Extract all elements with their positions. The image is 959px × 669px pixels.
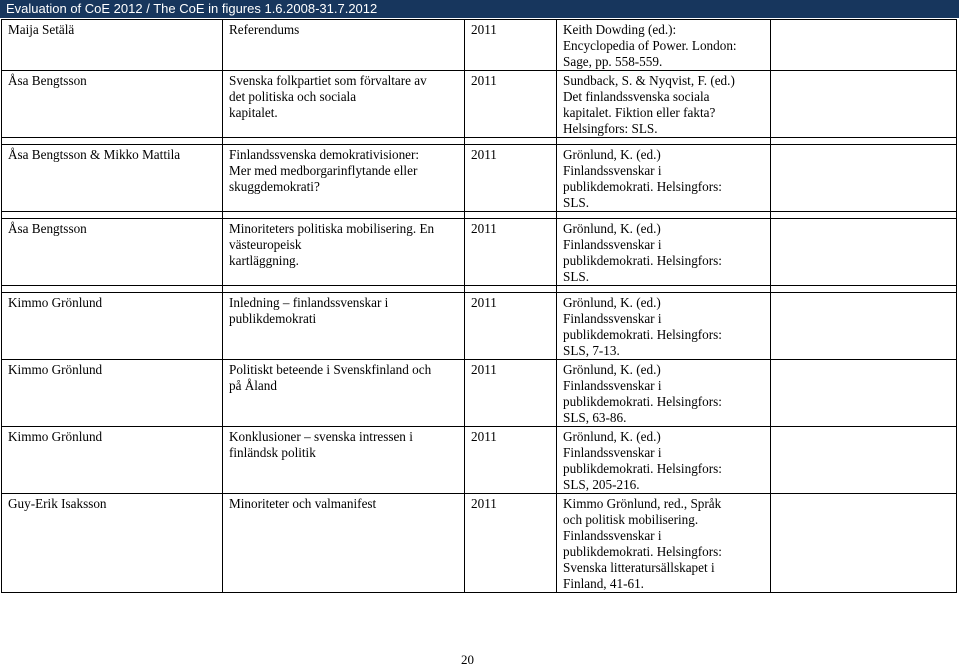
title-line: Svenska folkpartiet som förvaltare av bbox=[229, 73, 427, 88]
source-line: Sage, pp. 558-559. bbox=[563, 54, 663, 69]
title-line: Politiskt beteende i Svenskfinland och bbox=[229, 362, 432, 377]
empty-cell bbox=[771, 20, 957, 71]
title-cell bbox=[223, 20, 465, 71]
empty-cell bbox=[771, 494, 957, 593]
author-cell bbox=[2, 20, 223, 71]
document-header-title: Evaluation of CoE 2012 / The CoE in figures 1.6.2008-31.7.2012 bbox=[6, 1, 378, 16]
title-line: västeuropeisk bbox=[229, 237, 302, 252]
source-cell bbox=[557, 145, 771, 212]
year-cell bbox=[465, 360, 557, 427]
year-text: 2011 bbox=[471, 362, 497, 377]
table-row bbox=[2, 20, 957, 71]
author-cell bbox=[2, 494, 223, 593]
title-line: Finlandssvenska demokrativisioner: bbox=[229, 147, 420, 162]
title-text: Referendums bbox=[229, 22, 300, 37]
author-text: Kimmo Grönlund bbox=[8, 362, 103, 377]
author-text: Guy-Erik Isaksson bbox=[8, 496, 107, 511]
source-line: SLS, 63-86. bbox=[563, 410, 627, 425]
source-line: Grönlund, K. (ed.) bbox=[563, 429, 661, 444]
title-line: Konklusioner – svenska intressen i bbox=[229, 429, 413, 444]
title-cell bbox=[223, 71, 465, 138]
year-cell bbox=[465, 219, 557, 286]
title-line: publikdemokrati bbox=[229, 311, 317, 326]
source-cell bbox=[557, 360, 771, 427]
source-line: Sundback, S. & Nyqvist, F. (ed.) bbox=[563, 73, 735, 88]
source-line: publikdemokrati. Helsingfors: bbox=[563, 394, 722, 409]
year-text: 2011 bbox=[471, 22, 497, 37]
author-text: Maija Setälä bbox=[8, 22, 75, 37]
table-row bbox=[2, 219, 957, 286]
title-line: på Åland bbox=[229, 378, 277, 393]
title-line: Mer med medborgarinflytande eller bbox=[229, 163, 418, 178]
source-line: publikdemokrati. Helsingfors: bbox=[563, 461, 722, 476]
author-cell bbox=[2, 219, 223, 286]
year-text: 2011 bbox=[471, 295, 497, 310]
title-text: Minoriteter och valmanifest bbox=[229, 496, 377, 511]
source-line: Det finlandssvenska sociala bbox=[563, 89, 710, 104]
source-line: publikdemokrati. Helsingfors: bbox=[563, 179, 722, 194]
year-text: 2011 bbox=[471, 147, 497, 162]
year-text: 2011 bbox=[471, 496, 497, 511]
empty-cell bbox=[771, 145, 957, 212]
spacer-row bbox=[2, 212, 957, 219]
source-line: Finlandssvenskar i bbox=[563, 163, 662, 178]
table-row bbox=[2, 145, 957, 212]
source-line: kapitalet. Fiktion eller fakta? bbox=[563, 105, 716, 120]
empty-cell bbox=[771, 219, 957, 286]
source-line: Encyclopedia of Power. London: bbox=[563, 38, 737, 53]
author-cell bbox=[2, 145, 223, 212]
year-cell bbox=[465, 71, 557, 138]
author-text: Åsa Bengtsson & Mikko Mattila bbox=[8, 147, 181, 162]
title-cell bbox=[223, 293, 465, 360]
table-row bbox=[2, 293, 957, 360]
page-number: 20 bbox=[461, 652, 474, 667]
title-cell bbox=[223, 494, 465, 593]
source-line: Finlandssvenskar i bbox=[563, 378, 662, 393]
source-line: publikdemokrati. Helsingfors: bbox=[563, 253, 722, 268]
title-line: finländsk politik bbox=[229, 445, 316, 460]
document-header-bar bbox=[0, 0, 959, 18]
year-text: 2011 bbox=[471, 73, 497, 88]
source-line: SLS. bbox=[563, 195, 590, 210]
title-line: Inledning – finlandssvenskar i bbox=[229, 295, 389, 310]
source-line: Finlandssvenskar i bbox=[563, 311, 662, 326]
source-line: Finlandssvenskar i bbox=[563, 528, 662, 543]
year-text: 2011 bbox=[471, 429, 497, 444]
source-line: Grönlund, K. (ed.) bbox=[563, 221, 661, 236]
source-line: Grönlund, K. (ed.) bbox=[563, 295, 661, 310]
spacer-row bbox=[2, 138, 957, 145]
table-row bbox=[2, 360, 957, 427]
table-row bbox=[2, 71, 957, 138]
year-cell bbox=[465, 427, 557, 494]
source-cell bbox=[557, 293, 771, 360]
table-row bbox=[2, 427, 957, 494]
author-cell bbox=[2, 360, 223, 427]
publications-table bbox=[1, 19, 957, 593]
title-line: kartläggning. bbox=[229, 253, 299, 268]
spacer-row bbox=[2, 286, 957, 293]
author-text: Kimmo Grönlund bbox=[8, 429, 103, 444]
source-line: Grönlund, K. (ed.) bbox=[563, 362, 661, 377]
title-cell bbox=[223, 427, 465, 494]
table-row bbox=[2, 494, 957, 593]
source-cell bbox=[557, 71, 771, 138]
title-line: det politiska och sociala bbox=[229, 89, 357, 104]
year-text: 2011 bbox=[471, 221, 497, 236]
author-text: Kimmo Grönlund bbox=[8, 295, 103, 310]
title-line: kapitalet. bbox=[229, 105, 278, 120]
year-cell bbox=[465, 293, 557, 360]
author-cell bbox=[2, 293, 223, 360]
source-line: Finlandssvenskar i bbox=[563, 237, 662, 252]
empty-cell bbox=[771, 293, 957, 360]
author-cell bbox=[2, 427, 223, 494]
author-text: Åsa Bengtsson bbox=[8, 73, 87, 88]
source-line: Helsingfors: SLS. bbox=[563, 121, 658, 136]
title-cell bbox=[223, 219, 465, 286]
source-line: publikdemokrati. Helsingfors: bbox=[563, 327, 722, 342]
empty-cell bbox=[771, 427, 957, 494]
title-cell bbox=[223, 145, 465, 212]
year-cell bbox=[465, 145, 557, 212]
title-cell bbox=[223, 360, 465, 427]
title-line: Minoriteters politiska mobilisering. En bbox=[229, 221, 435, 236]
source-line: Finland, 41-61. bbox=[563, 576, 644, 591]
source-line: SLS. bbox=[563, 269, 590, 284]
source-cell bbox=[557, 427, 771, 494]
source-line: och politisk mobilisering. bbox=[563, 512, 699, 527]
source-line: Kimmo Grönlund, red., Språk bbox=[563, 496, 722, 511]
source-cell bbox=[557, 219, 771, 286]
source-line: SLS, 7-13. bbox=[563, 343, 620, 358]
source-line: Svenska litteratursällskapet i bbox=[563, 560, 715, 575]
empty-cell bbox=[771, 360, 957, 427]
title-line: skuggdemokrati? bbox=[229, 179, 320, 194]
source-line: SLS, 205-216. bbox=[563, 477, 640, 492]
author-text: Åsa Bengtsson bbox=[8, 221, 87, 236]
year-cell bbox=[465, 20, 557, 71]
source-line: Grönlund, K. (ed.) bbox=[563, 147, 661, 162]
source-cell bbox=[557, 494, 771, 593]
source-line: Keith Dowding (ed.): bbox=[563, 22, 677, 37]
author-cell bbox=[2, 71, 223, 138]
source-line: Finlandssvenskar i bbox=[563, 445, 662, 460]
source-cell bbox=[557, 20, 771, 71]
source-line: publikdemokrati. Helsingfors: bbox=[563, 544, 722, 559]
year-cell bbox=[465, 494, 557, 593]
empty-cell bbox=[771, 71, 957, 138]
